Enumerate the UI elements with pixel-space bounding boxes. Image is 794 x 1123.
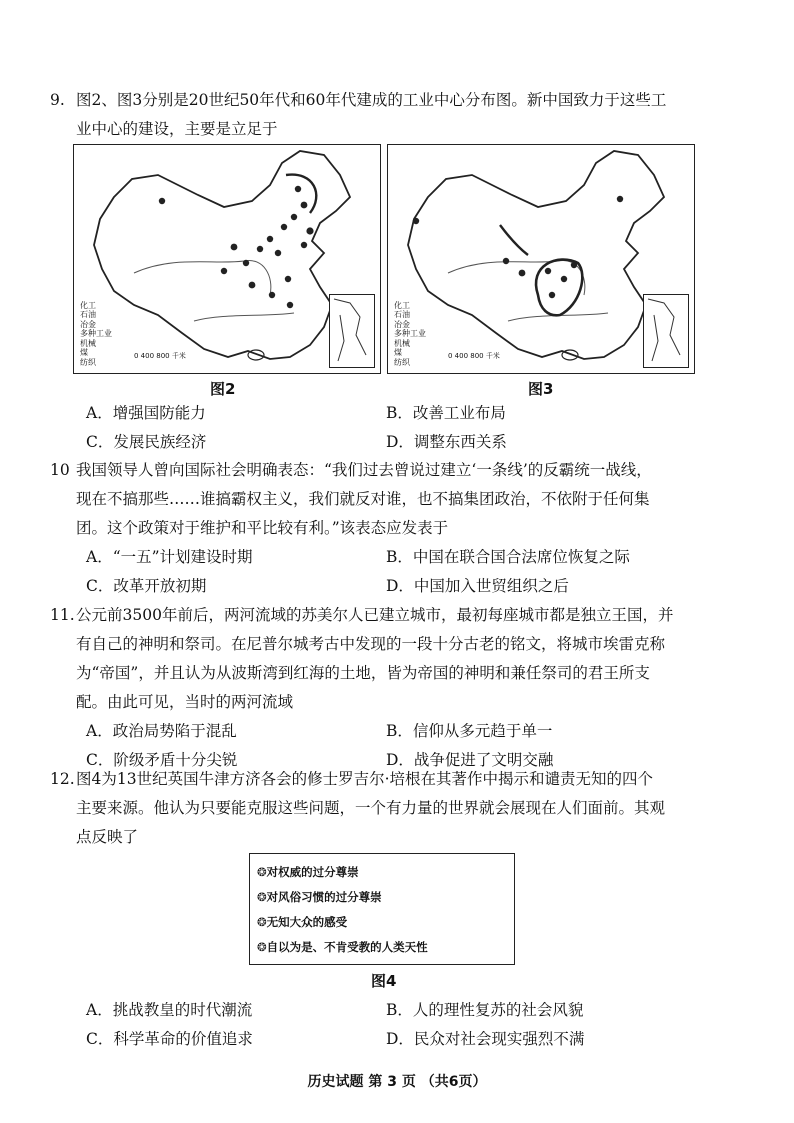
map-legend: 化工 石油 冶金 多种工业 机械 煤 纺织 — [80, 300, 112, 367]
map-scale: 0 400 800 千米 — [448, 352, 500, 360]
box-item: ❂对权威的过分尊崇 — [257, 865, 359, 879]
south-sea-inset — [329, 294, 375, 368]
option-b[interactable]: B．改善工业布局 — [386, 404, 506, 422]
question-12 — [52, 765, 752, 852]
question-11 — [52, 601, 752, 775]
option-a[interactable]: A．“一五”计划建设时期 — [86, 548, 253, 566]
question-number: 9. — [50, 91, 65, 109]
option-c[interactable]: C．科学革命的价值追求 — [86, 1030, 253, 1048]
question-12-options — [52, 996, 752, 1054]
option-b[interactable]: B．中国在联合国合法席位恢复之际 — [386, 548, 630, 566]
question-stem: 我国领导人曾向国际社会明确表态：“我们过去曾说过建立‘一条线’的反霸统一战线， 现在不搞那些……谁搞霸权主义，我们就反对谁，也不搞集团政治，不依附于任何集 团。这个政策对于维护和平比较有利。”该表态应发表于 — [76, 461, 652, 537]
option-a[interactable]: A．挑战教皇的时代潮流 — [86, 1001, 253, 1019]
question-10 — [52, 456, 752, 601]
south-sea-inset — [643, 294, 689, 368]
option-a[interactable]: A．政治局势陷于混乱 — [86, 722, 237, 740]
box-item: ❂自以为是、不肯受教的人类天性 — [257, 940, 428, 954]
question-number: 12. — [50, 770, 75, 788]
option-d[interactable]: D．中国加入世贸组织之后 — [386, 577, 569, 595]
question-9 — [52, 86, 752, 144]
option-d[interactable]: D．民众对社会现实强烈不满 — [386, 1030, 585, 1048]
inset-map — [330, 295, 374, 367]
option-b[interactable]: B．人的理性复苏的社会风貌 — [386, 1001, 584, 1019]
industrial-map-1960s — [387, 144, 695, 374]
question-stem: 图4为13世纪英国牛津方济各会的修士罗吉尔·培根在其著作中揭示和谴责无知的四个 主要来源。他认为只要能克服这些问题，一个有力量的世界就会展现在人们面前。其观 点反映了 — [76, 770, 666, 846]
inset-map — [644, 295, 688, 367]
question-number: 11. — [50, 606, 75, 624]
figure-4-caption: 图4 — [371, 972, 397, 990]
option-c[interactable]: C．发展民族经济 — [86, 433, 207, 451]
option-b[interactable]: B．信仰从多元趋于单一 — [386, 722, 553, 740]
ignorance-sources-box — [249, 853, 515, 965]
option-a[interactable]: A．增强国防能力 — [86, 404, 206, 422]
option-c[interactable]: C．改革开放初期 — [86, 577, 207, 595]
box-item: ❂无知大众的感受 — [257, 915, 348, 929]
question-options — [86, 543, 752, 601]
box-item: ❂对风俗习惯的过分尊崇 — [257, 890, 382, 904]
option-c[interactable]: C．阶级矛盾十分尖锐 — [86, 751, 238, 769]
question-number: 10 — [50, 461, 70, 479]
option-d[interactable]: D．战争促进了文明交融 — [386, 751, 554, 769]
question-stem: 公元前3500年前后，两河流域的苏美尔人已建立城市，最初每座城市都是独立王国，并 有自己的神明和祭司。在尼普尔城考古中发现的一段十分古老的铭文，将城市埃雷克称 为“帝国”，并且认为从波斯湾到红海的土地，皆为帝国的神明和兼任祭司的君王所支 配。由此可见，当时的两河流域 — [76, 606, 674, 711]
map-scale: 0 400 800 千米 — [134, 352, 186, 360]
industrial-map-1950s — [73, 144, 381, 374]
question-9-options — [52, 399, 752, 457]
figure-3-caption: 图3 — [528, 380, 554, 398]
figure-2-caption: 图2 — [210, 380, 236, 398]
page-footer: 历史试题 第 3 页 （共6页） — [307, 1074, 487, 1090]
option-d[interactable]: D．调整东西关系 — [386, 433, 507, 451]
map-legend: 化工 石油 冶金 多种工业 机械 煤 纺织 — [394, 300, 426, 367]
question-stem: 图2、图3分别是20世纪50年代和60年代建成的工业中心分布图。新中国致力于这些工 业中心的建设，主要是立足于 — [76, 91, 667, 138]
